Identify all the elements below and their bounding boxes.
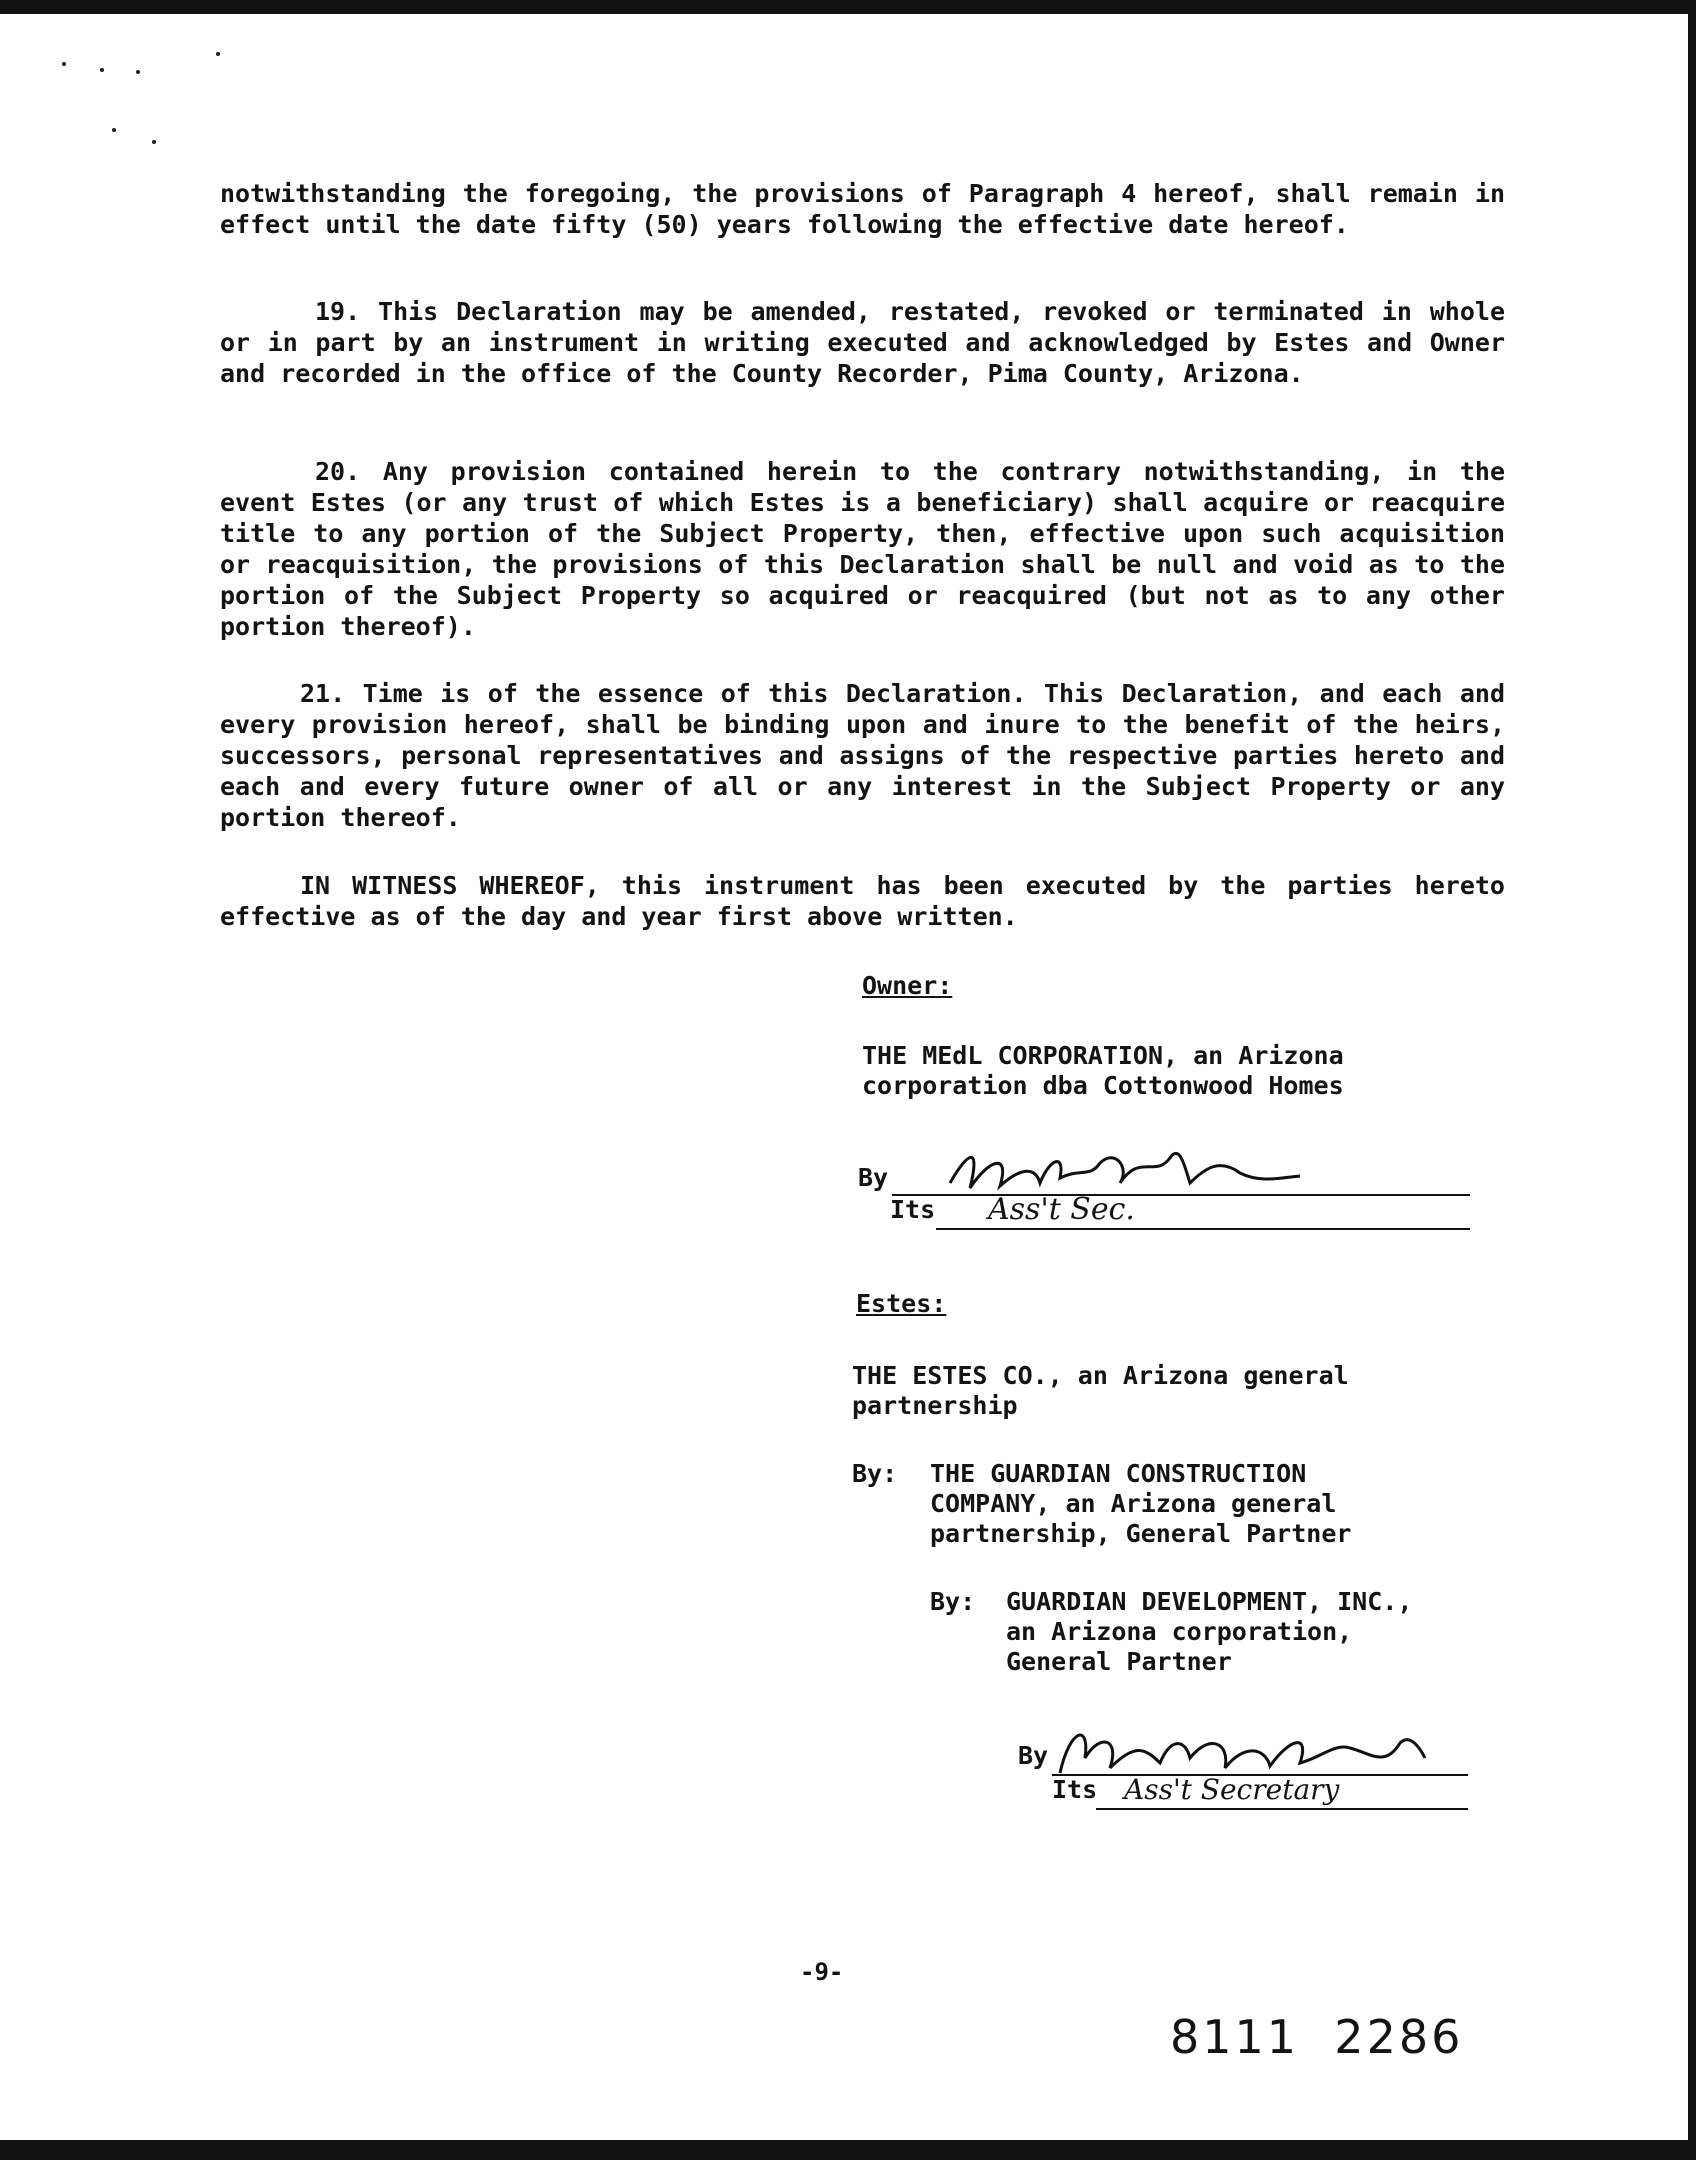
page-number: -9-	[800, 1958, 844, 1986]
owner-by-label: By	[858, 1163, 889, 1192]
scan-edge-right	[1688, 0, 1696, 2160]
scan-speck	[152, 140, 156, 144]
owner-its-line	[936, 1228, 1470, 1230]
paragraph-21: 21. Time is of the essence of this Declaration. This Declaration, and each and every provision hereof, shall be binding upon and inure to the benefit of the heirs, successors, personal representatives and assigns of the respective parties hereto and each and every future owner of all or any interest in the Subject Property or any portion thereof.	[220, 679, 1505, 832]
estes-its-label: Its	[1052, 1775, 1098, 1804]
scan-speck	[100, 68, 104, 72]
estes-by1-line-3: partnership, General Partner	[930, 1519, 1352, 1548]
estes-its-handwritten: Ass't Secretary	[1124, 1773, 1340, 1806]
estes-by1-line-2: COMPANY, an Arizona general	[930, 1489, 1337, 1518]
owner-line-1: THE MEdL CORPORATION, an Arizona	[862, 1041, 1344, 1070]
owner-its-label: Its	[890, 1195, 936, 1224]
estes-line-2: partnership	[852, 1391, 1018, 1420]
paragraph-19: 19. This Declaration may be amended, restated, revoked or terminated in whole or in part by an instrument in writing executed and acknowledged by Estes and Owner and recorded in the office of the County Recorder, Pima County, Arizona.	[220, 297, 1505, 388]
estes-line-1: THE ESTES CO., an Arizona general	[852, 1361, 1349, 1390]
scan-speck	[112, 128, 116, 132]
owner-heading: Owner:	[862, 971, 953, 1000]
estes-by2-label: By:	[930, 1587, 976, 1616]
scan-speck	[216, 52, 220, 56]
scan-edge-top	[0, 0, 1696, 14]
estes-its-line	[1096, 1808, 1468, 1810]
estes-by2-line-3: General Partner	[1006, 1647, 1232, 1676]
owner-line-2: corporation dba Cottonwood Homes	[862, 1071, 1344, 1100]
estes-by1-label: By:	[852, 1459, 898, 1488]
estes-heading: Estes:	[856, 1289, 947, 1318]
scan-speck	[136, 70, 140, 74]
estes-by2-line-1: GUARDIAN DEVELOPMENT, INC.,	[1006, 1587, 1413, 1616]
scan-edge-bottom	[0, 2140, 1696, 2160]
scan-speck	[62, 62, 66, 66]
paragraph-continued: notwithstanding the foregoing, the provisions of Paragraph 4 hereof, shall remain in effect until the date fifty (50) years following the effective date hereof.	[220, 179, 1505, 239]
estes-by2-line-2: an Arizona corporation,	[1006, 1617, 1353, 1646]
estes-by3-label: By	[1018, 1741, 1049, 1770]
paragraph-20: 20. Any provision contained herein to the contrary notwithstanding, in the event Estes (or any trust of which Estes is a beneficiary) shall acquire or reacquire title to any portion of the Subject Property, then, effective upon such acquisition or reacquisition, the provisions of this Declaration shall be null and void as to the portion of the Subject Property so acquired or reacquired (but not as to any other portion thereof).	[220, 457, 1505, 641]
witness-clause: IN WITNESS WHEREOF, this instrument has been executed by the parties hereto effective as of the day and year first above written.	[220, 871, 1505, 931]
document-number: 8111 2286	[1170, 2010, 1464, 2064]
estes-by1-line-1: THE GUARDIAN CONSTRUCTION	[930, 1459, 1307, 1488]
owner-its-handwritten: Ass't Sec.	[988, 1192, 1135, 1227]
